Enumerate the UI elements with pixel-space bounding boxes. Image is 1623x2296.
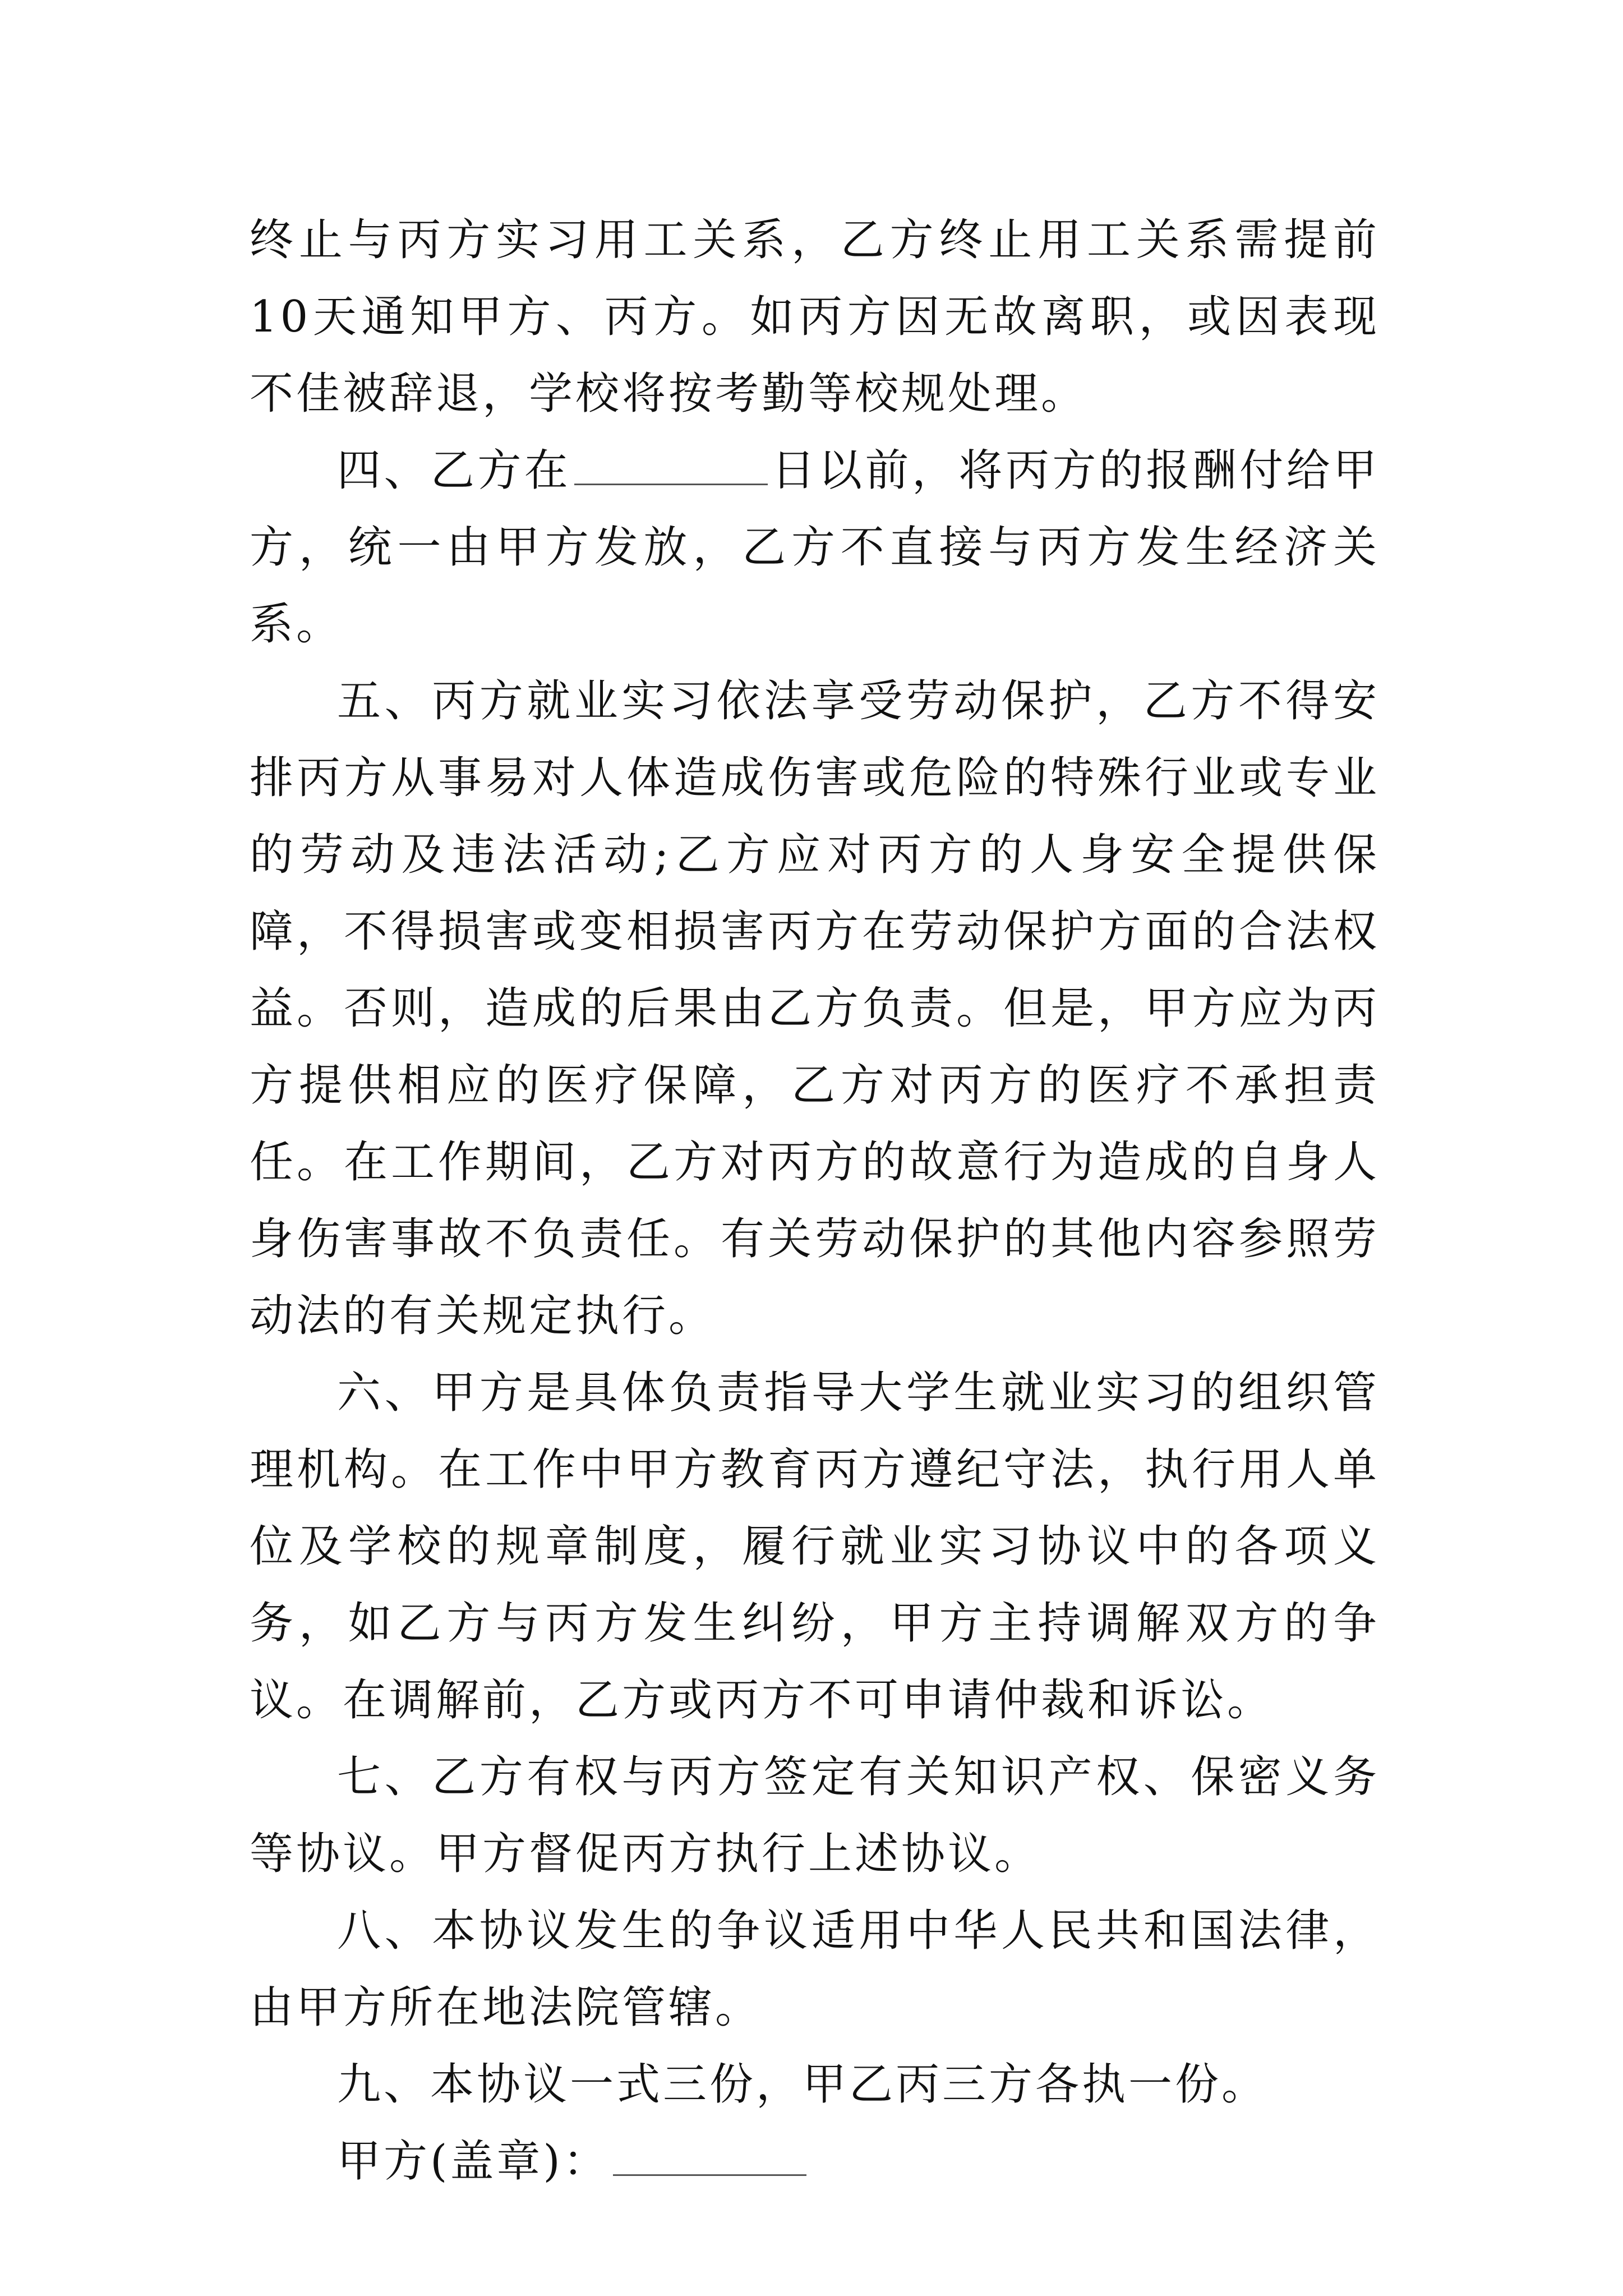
document-body xyxy=(250,202,1380,2200)
signature-label: 甲方(盖章)： xyxy=(337,2136,610,2187)
payment-date-blank[interactable] xyxy=(574,444,768,485)
paragraph-clause-6: 六、甲方是具体负责指导大学生就业实习的组织管理机构。在工作中甲方教育丙方遵纪守法，执行用人单位及学校的规章制度，履行就业实习协议中的各项义务，如乙方与丙方发生纠纷，甲方主持调解双方的争议。在调解前，乙方或丙方不可申请仲裁和诉讼。 xyxy=(250,1368,1380,1726)
clause-4-text-before: 四、乙方在 xyxy=(337,445,571,496)
paragraph-clause-9: 九、本协议一式三份，甲乙丙三方各执一份。 xyxy=(337,2059,1269,2110)
paragraph-clause-5: 五、丙方就业实习依法享受劳动保护，乙方不得安排丙方从事易对人体造成伤害或危险的特殊行业或专业的劳动及违法活动;乙方应对丙方的人身安全提供保障，不得损害或变相损害丙方在劳动保护方面的合法权益。否则，造成的后果由乙方负责。但是，甲方应为丙方提供相应的医疗保障，乙方对丙方的医疗不承担责任。在工作期间，乙方对丙方的故意行为造成的自身人身伤害事故不负责任。有关劳动保护的其他内容参照劳动法的有关规定执行。 xyxy=(250,676,1380,1341)
signature-line-party-a xyxy=(250,2123,1380,2200)
paragraph-clause-4 xyxy=(250,432,1380,663)
paragraph-continuation: 终止与丙方实习用工关系，乙方终止用工关系需提前10天通知甲方、丙方。如丙方因无故离职，或因表现不佳被辞退，学校将按考勤等校规处理。 xyxy=(250,215,1380,419)
paragraph-clause-7: 七、乙方有权与丙方签定有关知识产权、保密义务等协议。甲方督促丙方执行上述协议。 xyxy=(250,1752,1380,1879)
signature-blank[interactable] xyxy=(613,2135,806,2176)
clause-4-text-after: 日以前，将丙方的报酬付给甲方，统一由甲方发放，乙方不直接与丙方发生经济关系。 xyxy=(250,445,1380,650)
paragraph-clause-8: 八、本协议发生的争议适用中华人民共和国法律，由甲方所在地法院管辖。 xyxy=(250,1906,1380,2033)
